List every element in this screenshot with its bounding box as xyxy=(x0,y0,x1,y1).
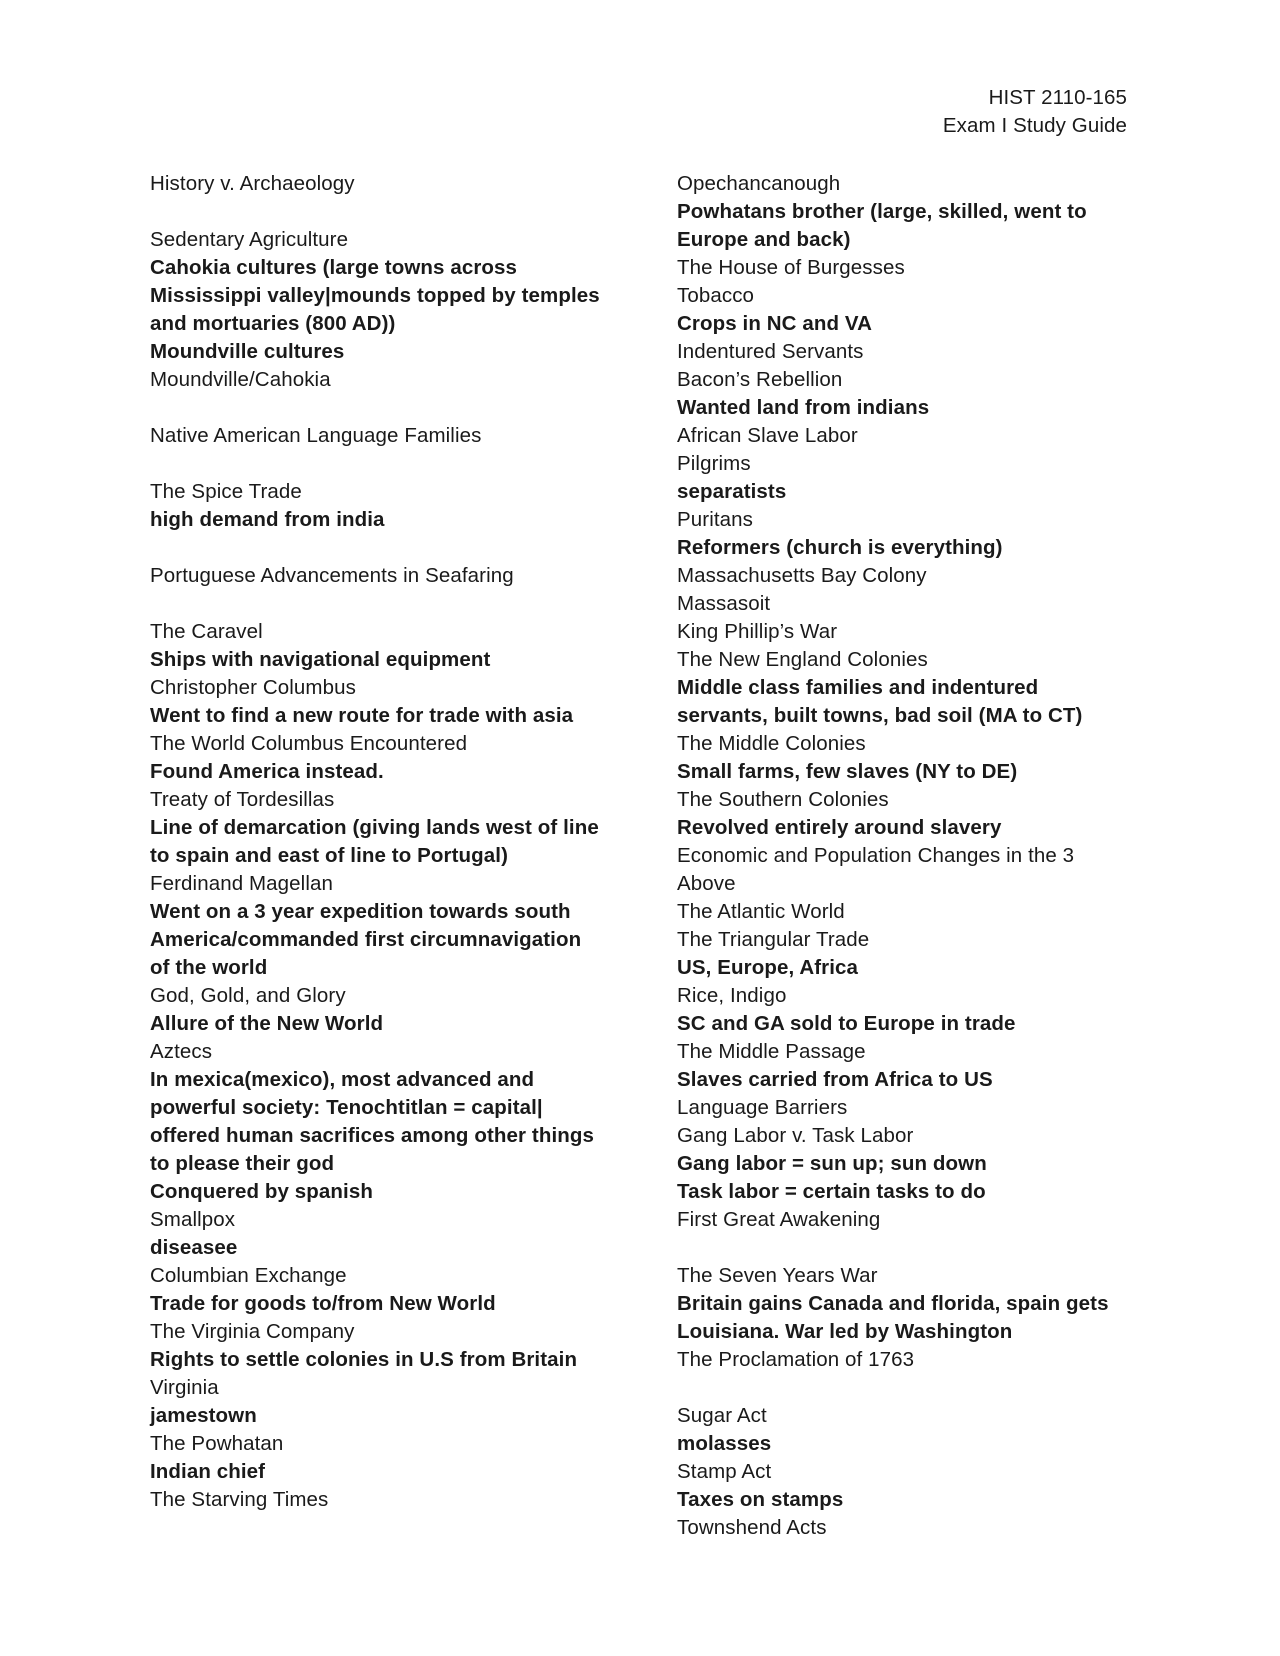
note-line: SC and GA sold to Europe in trade xyxy=(677,1012,1016,1035)
note-line: Powhatans brother (large, skilled, went to Europe and back) xyxy=(677,200,1087,251)
term-line: Ferdinand Magellan xyxy=(150,872,333,895)
term-line: The Seven Years War xyxy=(677,1264,878,1287)
term-line: The Middle Colonies xyxy=(677,732,866,755)
note-line: Cahokia cultures (large towns across Mississippi valley|mounds topped by temples and mortuaries (800 AD)) xyxy=(150,256,600,335)
term-line: Indentured Servants xyxy=(677,340,864,363)
term-line: Townshend Acts xyxy=(677,1516,827,1539)
term-line: The Caravel xyxy=(150,620,263,643)
term-line: Gang Labor v. Task Labor xyxy=(677,1124,914,1147)
term-line: The Atlantic World xyxy=(677,900,845,923)
term-line: Pilgrims xyxy=(677,452,751,475)
term-line: Portuguese Advancements in Seafaring xyxy=(150,564,514,587)
term-line: The House of Burgesses xyxy=(677,256,905,279)
note-line: Crops in NC and VA xyxy=(677,312,873,335)
blank-line xyxy=(150,394,605,422)
note-line: Went to find a new route for trade with asia xyxy=(150,704,574,727)
note-line: Taxes on stamps xyxy=(677,1488,844,1511)
term-line: Massachusetts Bay Colony xyxy=(677,564,927,587)
term-line: Economic and Population Changes in the 3 Above xyxy=(677,844,1075,895)
blank-line xyxy=(677,1234,1132,1262)
note-line: separatists xyxy=(677,480,787,503)
term-line: Christopher Columbus xyxy=(150,676,356,699)
term-line: The Starving Times xyxy=(150,1488,329,1511)
note-line: high demand from india xyxy=(150,508,385,531)
term-line: History v. Archaeology xyxy=(150,172,355,195)
term-line: The Middle Passage xyxy=(677,1040,866,1063)
term-line: Sugar Act xyxy=(677,1404,767,1427)
note-line: Allure of the New World xyxy=(150,1012,384,1035)
note-line: Reformers (church is everything) xyxy=(677,536,1003,559)
term-line: The New England Colonies xyxy=(677,648,928,671)
note-line: US, Europe, Africa xyxy=(677,956,859,979)
note-line: Revolved entirely around slavery xyxy=(677,816,1002,839)
term-line: Puritans xyxy=(677,508,754,531)
term-line: Language Barriers xyxy=(677,1096,848,1119)
note-line: Task labor = certain tasks to do xyxy=(677,1180,986,1203)
term-line: Native American Language Families xyxy=(150,424,482,447)
blank-line xyxy=(150,198,605,226)
right-column xyxy=(677,170,1132,1542)
note-line: Found America instead. xyxy=(150,760,384,783)
note-line: Line of demarcation (giving lands west of line to spain and east of line to Portugal) xyxy=(150,816,599,867)
note-line: Wanted land from indians xyxy=(677,396,930,419)
note-line: Went on a 3 year expedition towards south America/commanded first circumnavigation of the world xyxy=(150,900,582,979)
term-line: Smallpox xyxy=(150,1208,236,1231)
term-line: King Phillip’s War xyxy=(677,620,838,643)
term-line: Aztecs xyxy=(150,1040,213,1063)
term-line: Moundville/Cahokia xyxy=(150,368,331,391)
note-line: Trade for goods to/from New World xyxy=(150,1292,496,1315)
term-line: The Triangular Trade xyxy=(677,928,870,951)
note-line: Slaves carried from Africa to US xyxy=(677,1068,993,1091)
term-line: Virginia xyxy=(150,1376,219,1399)
document-title: Exam I Study Guide xyxy=(942,114,1127,137)
note-line: diseasee xyxy=(150,1236,238,1259)
term-line: The Spice Trade xyxy=(150,480,302,503)
note-line: molasses xyxy=(677,1432,772,1455)
course-code: HIST 2110-165 xyxy=(988,86,1127,109)
term-line: Sedentary Agriculture xyxy=(150,228,349,251)
note-line: Middle class families and indentured servants, built towns, bad soil (MA to CT) xyxy=(677,676,1083,727)
note-line: jamestown xyxy=(150,1404,257,1427)
term-line: Bacon’s Rebellion xyxy=(677,368,843,391)
term-line: African Slave Labor xyxy=(677,424,858,447)
term-line: First Great Awakening xyxy=(677,1208,881,1231)
note-line: Conquered by spanish xyxy=(150,1180,373,1203)
term-line: Treaty of Tordesillas xyxy=(150,788,335,811)
term-line: Opechancanough xyxy=(677,172,841,195)
note-line: Gang labor = sun up; sun down xyxy=(677,1152,987,1175)
term-line: The Powhatan xyxy=(150,1432,284,1455)
blank-line xyxy=(150,450,605,478)
left-column xyxy=(150,170,605,1514)
blank-line xyxy=(150,590,605,618)
term-line: Tobacco xyxy=(677,284,755,307)
term-line: Columbian Exchange xyxy=(150,1264,347,1287)
term-line: God, Gold, and Glory xyxy=(150,984,346,1007)
page-header xyxy=(943,84,1127,140)
note-line: Ships with navigational equipment xyxy=(150,648,491,671)
term-line: The World Columbus Encountered xyxy=(150,732,468,755)
term-line: The Virginia Company xyxy=(150,1320,355,1343)
note-line: Small farms, few slaves (NY to DE) xyxy=(677,760,1018,783)
note-line: Rights to settle colonies in U.S from Britain xyxy=(150,1348,578,1371)
term-line: Stamp Act xyxy=(677,1460,772,1483)
term-line: Rice, Indigo xyxy=(677,984,787,1007)
note-line: Britain gains Canada and florida, spain gets Louisiana. War led by Washington xyxy=(677,1292,1109,1343)
note-line: In mexica(mexico), most advanced and powerful society: Tenochtitlan = capital| offered human sacrifices among other things to please their god xyxy=(150,1068,594,1175)
blank-line xyxy=(150,534,605,562)
term-line: The Southern Colonies xyxy=(677,788,889,811)
note-line: Moundville cultures xyxy=(150,340,345,363)
term-line: Massasoit xyxy=(677,592,771,615)
note-line: Indian chief xyxy=(150,1460,266,1483)
blank-line xyxy=(677,1374,1132,1402)
term-line: The Proclamation of 1763 xyxy=(677,1348,915,1371)
